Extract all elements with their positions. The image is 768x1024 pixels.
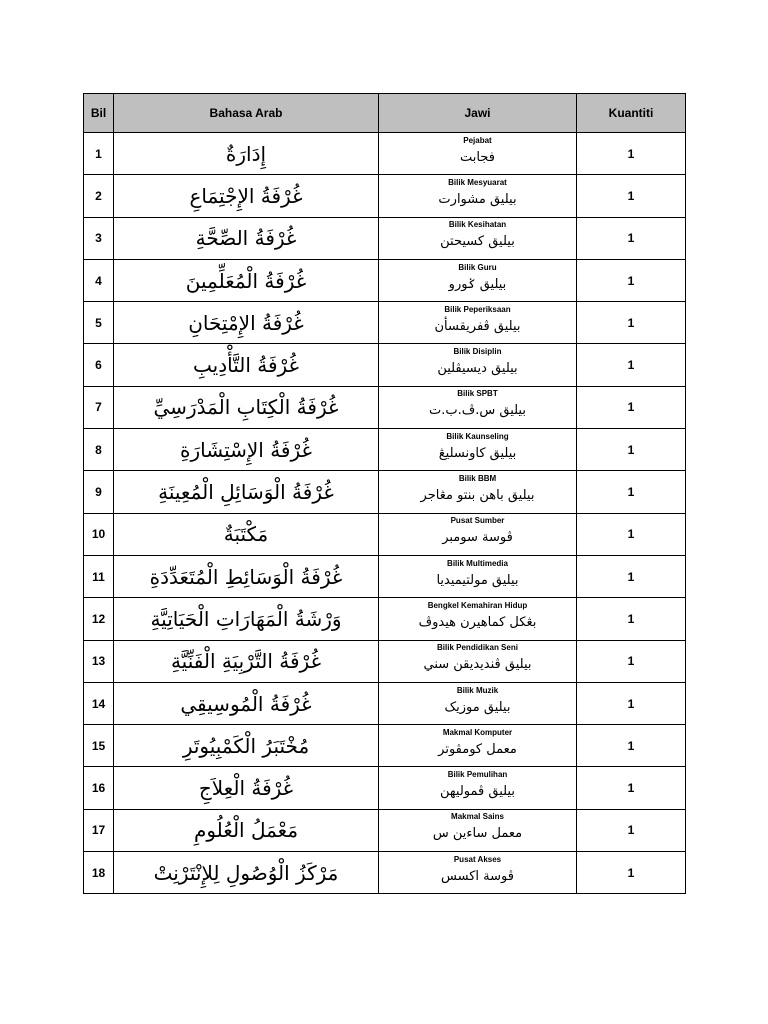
- table-row: [84, 217, 686, 259]
- table-header: [84, 94, 686, 133]
- jawi-latin-label: Bilik SPBT: [457, 389, 498, 399]
- jawi-cell: [379, 217, 577, 259]
- row-number: 17: [84, 809, 114, 851]
- jawi-cell: [379, 513, 577, 555]
- quantity: 1: [577, 259, 686, 301]
- jawi-cell: [379, 555, 577, 597]
- jawi-latin-label: Bilik Kesihatan: [448, 220, 507, 230]
- jawi-script-text: معمل کومڤوتر: [438, 741, 517, 757]
- row-number: 18: [84, 852, 114, 894]
- row-number: 5: [84, 302, 114, 344]
- quantity: 1: [577, 344, 686, 386]
- row-number: 9: [84, 471, 114, 513]
- row-number: 2: [84, 175, 114, 217]
- jawi-script-text: بيليق ديسيڤلين: [437, 361, 518, 377]
- jawi-script-text: بيليق س.ڤ.ب.ت: [429, 403, 526, 419]
- arabic-term: غُرْفَةُ الْعِلاَجِ: [114, 767, 379, 809]
- arabic-term: غُرْفَةُ التَّرْبِيَةِ الْفَنِّيَّةِ: [114, 640, 379, 682]
- jawi-cell: [379, 725, 577, 767]
- quantity: 1: [577, 598, 686, 640]
- table-row: [84, 513, 686, 555]
- jawi-script-text: فجابت: [460, 149, 495, 165]
- row-number: 7: [84, 386, 114, 428]
- jawi-latin-label: Pusat Akses: [453, 854, 502, 864]
- table-row: [84, 175, 686, 217]
- jawi-cell: [379, 302, 577, 344]
- quantity: 1: [577, 640, 686, 682]
- quantity: 1: [577, 175, 686, 217]
- jawi-script-text: بيليق موزيک: [444, 699, 511, 715]
- arabic-term: غُرْفَةُ الْكِتَابِ الْمَدْرَسِيِّ: [114, 386, 379, 428]
- table-row: [84, 471, 686, 513]
- table-row: [84, 133, 686, 175]
- quantity: 1: [577, 725, 686, 767]
- quantity: 1: [577, 682, 686, 724]
- table-row: [84, 809, 686, 851]
- jawi-latin-label: Makmal Komputer: [442, 727, 513, 737]
- table-row: [84, 302, 686, 344]
- row-number: 12: [84, 598, 114, 640]
- header-bil: Bil: [84, 94, 114, 133]
- jawi-script-text: معمل ساءين س: [432, 826, 523, 842]
- table-body: [84, 133, 686, 894]
- arabic-term: غُرْفَةُ الإِسْتِشَارَةِ: [114, 429, 379, 471]
- jawi-cell: [379, 344, 577, 386]
- jawi-script-text: بيليق ڤموليهن: [440, 784, 515, 800]
- jawi-script-text: بيليق ݢورو: [448, 276, 507, 292]
- jawi-script-text: ڤوسة سومبر: [442, 530, 513, 546]
- jawi-latin-label: Bengkel Kemahiran Hidup: [427, 600, 528, 610]
- table-row: [84, 640, 686, 682]
- row-number: 14: [84, 682, 114, 724]
- quantity: 1: [577, 302, 686, 344]
- row-number: 13: [84, 640, 114, 682]
- quantity: 1: [577, 217, 686, 259]
- jawi-latin-label: Pejabat: [463, 135, 492, 145]
- table-row: [84, 767, 686, 809]
- jawi-latin-label: Makmal Sains: [451, 812, 504, 822]
- arabic-term: مَعْمَلُ الْعُلُومِ: [114, 809, 379, 851]
- quantity: 1: [577, 133, 686, 175]
- quantity: 1: [577, 386, 686, 428]
- jawi-cell: [379, 767, 577, 809]
- jawi-cell: [379, 598, 577, 640]
- quantity: 1: [577, 852, 686, 894]
- jawi-script-text: بيليق ڤفريقسأن: [434, 318, 521, 334]
- arabic-term: غُرْفَةُ الصِّحَّةِ: [114, 217, 379, 259]
- quantity: 1: [577, 555, 686, 597]
- table-row: [84, 429, 686, 471]
- quantity: 1: [577, 809, 686, 851]
- arabic-term: غُرْفَةُ الإِجْتِمَاعِ: [114, 175, 379, 217]
- jawi-cell: [379, 471, 577, 513]
- jawi-script-text: بڠکل کماهيرن هيدوڤ: [418, 614, 537, 630]
- jawi-script-text: بيليق مولتيميديا: [436, 572, 519, 588]
- jawi-latin-label: Bilik BBM: [458, 474, 497, 484]
- arabic-term: مُخْتَبَرُ الْكَمْبِيُوتَرِ: [114, 725, 379, 767]
- arabic-term: غُرْفَةُ التَّأْدِيبِ: [114, 344, 379, 386]
- jawi-script-text: بيليق كسيحتن: [440, 234, 515, 250]
- jawi-cell: [379, 809, 577, 851]
- jawi-latin-label: Pusat Sumber: [450, 516, 505, 526]
- jawi-latin-label: Bilik Kaunseling: [446, 431, 509, 441]
- table-row: [84, 259, 686, 301]
- jawi-latin-label: Bilik Mesyuarat: [448, 177, 507, 187]
- quantity: 1: [577, 513, 686, 555]
- row-number: 3: [84, 217, 114, 259]
- header-jawi: Jawi: [379, 94, 577, 133]
- row-number: 16: [84, 767, 114, 809]
- jawi-latin-label: Bilik Disiplin: [453, 347, 502, 357]
- jawi-latin-label: Bilik Guru: [458, 262, 497, 272]
- jawi-cell: [379, 429, 577, 471]
- table-row: [84, 555, 686, 597]
- row-number: 6: [84, 344, 114, 386]
- header-kuantiti: Kuantiti: [577, 94, 686, 133]
- jawi-script-text: بيليق کاونسليڠ: [438, 445, 517, 461]
- jawi-script-text: ڤوسة اکسس: [441, 868, 514, 884]
- quantity: 1: [577, 471, 686, 513]
- quantity: 1: [577, 767, 686, 809]
- quantity: 1: [577, 429, 686, 471]
- jawi-script-text: بيليق ڤنديديقن سني: [423, 657, 532, 673]
- jawi-latin-label: Bilik Multimedia: [447, 558, 508, 568]
- row-number: 11: [84, 555, 114, 597]
- arabic-term: غُرْفَةُ الْمُوسِيقِي: [114, 682, 379, 724]
- table-row: [84, 344, 686, 386]
- arabic-term: غُرْفَةُ الإِمْتِحَانِ: [114, 302, 379, 344]
- arabic-term: مَرْكَزُ الْوُصُولِ لِلإِنْتَرْنِتْ: [114, 852, 379, 894]
- row-number: 10: [84, 513, 114, 555]
- table-row: [84, 682, 686, 724]
- row-number: 1: [84, 133, 114, 175]
- room-table: [83, 93, 686, 894]
- arabic-term: إِدَارَةٌ: [114, 133, 379, 175]
- jawi-cell: [379, 682, 577, 724]
- jawi-cell: [379, 852, 577, 894]
- table-row: [84, 598, 686, 640]
- arabic-term: غُرْفَةُ الْوَسَائِطِ الْمُتَعَدِّدَةِ: [114, 555, 379, 597]
- row-number: 15: [84, 725, 114, 767]
- jawi-cell: [379, 259, 577, 301]
- table-row: [84, 852, 686, 894]
- arabic-term: غُرْفَةُ الْوَسَائِلِ الْمُعِينَةِ: [114, 471, 379, 513]
- row-number: 8: [84, 429, 114, 471]
- jawi-cell: [379, 175, 577, 217]
- arabic-term: مَكْتَبَةٌ: [114, 513, 379, 555]
- jawi-latin-label: Bilik Muzik: [456, 685, 499, 695]
- table-row: [84, 386, 686, 428]
- jawi-script-text: بيليق مشوارت: [438, 191, 517, 207]
- jawi-cell: [379, 386, 577, 428]
- jawi-latin-label: Bilik Pendidikan Seni: [437, 643, 518, 653]
- jawi-cell: [379, 640, 577, 682]
- header-row: [84, 94, 686, 133]
- table-row: [84, 725, 686, 767]
- header-bahasa-arab: Bahasa Arab: [114, 94, 379, 133]
- jawi-latin-label: Bilik Pemulihan: [447, 770, 508, 780]
- jawi-script-text: بيليق باهن بنتو مڠاجر: [420, 488, 535, 504]
- arabic-term: غُرْفَةُ الْمُعَلِّمِينَ: [114, 259, 379, 301]
- jawi-latin-label: Bilik Peperiksaan: [444, 304, 511, 314]
- row-number: 4: [84, 259, 114, 301]
- arabic-term: وَرْشَةُ الْمَهَارَاتِ الْحَيَاتِيَّةِ: [114, 598, 379, 640]
- jawi-cell: [379, 133, 577, 175]
